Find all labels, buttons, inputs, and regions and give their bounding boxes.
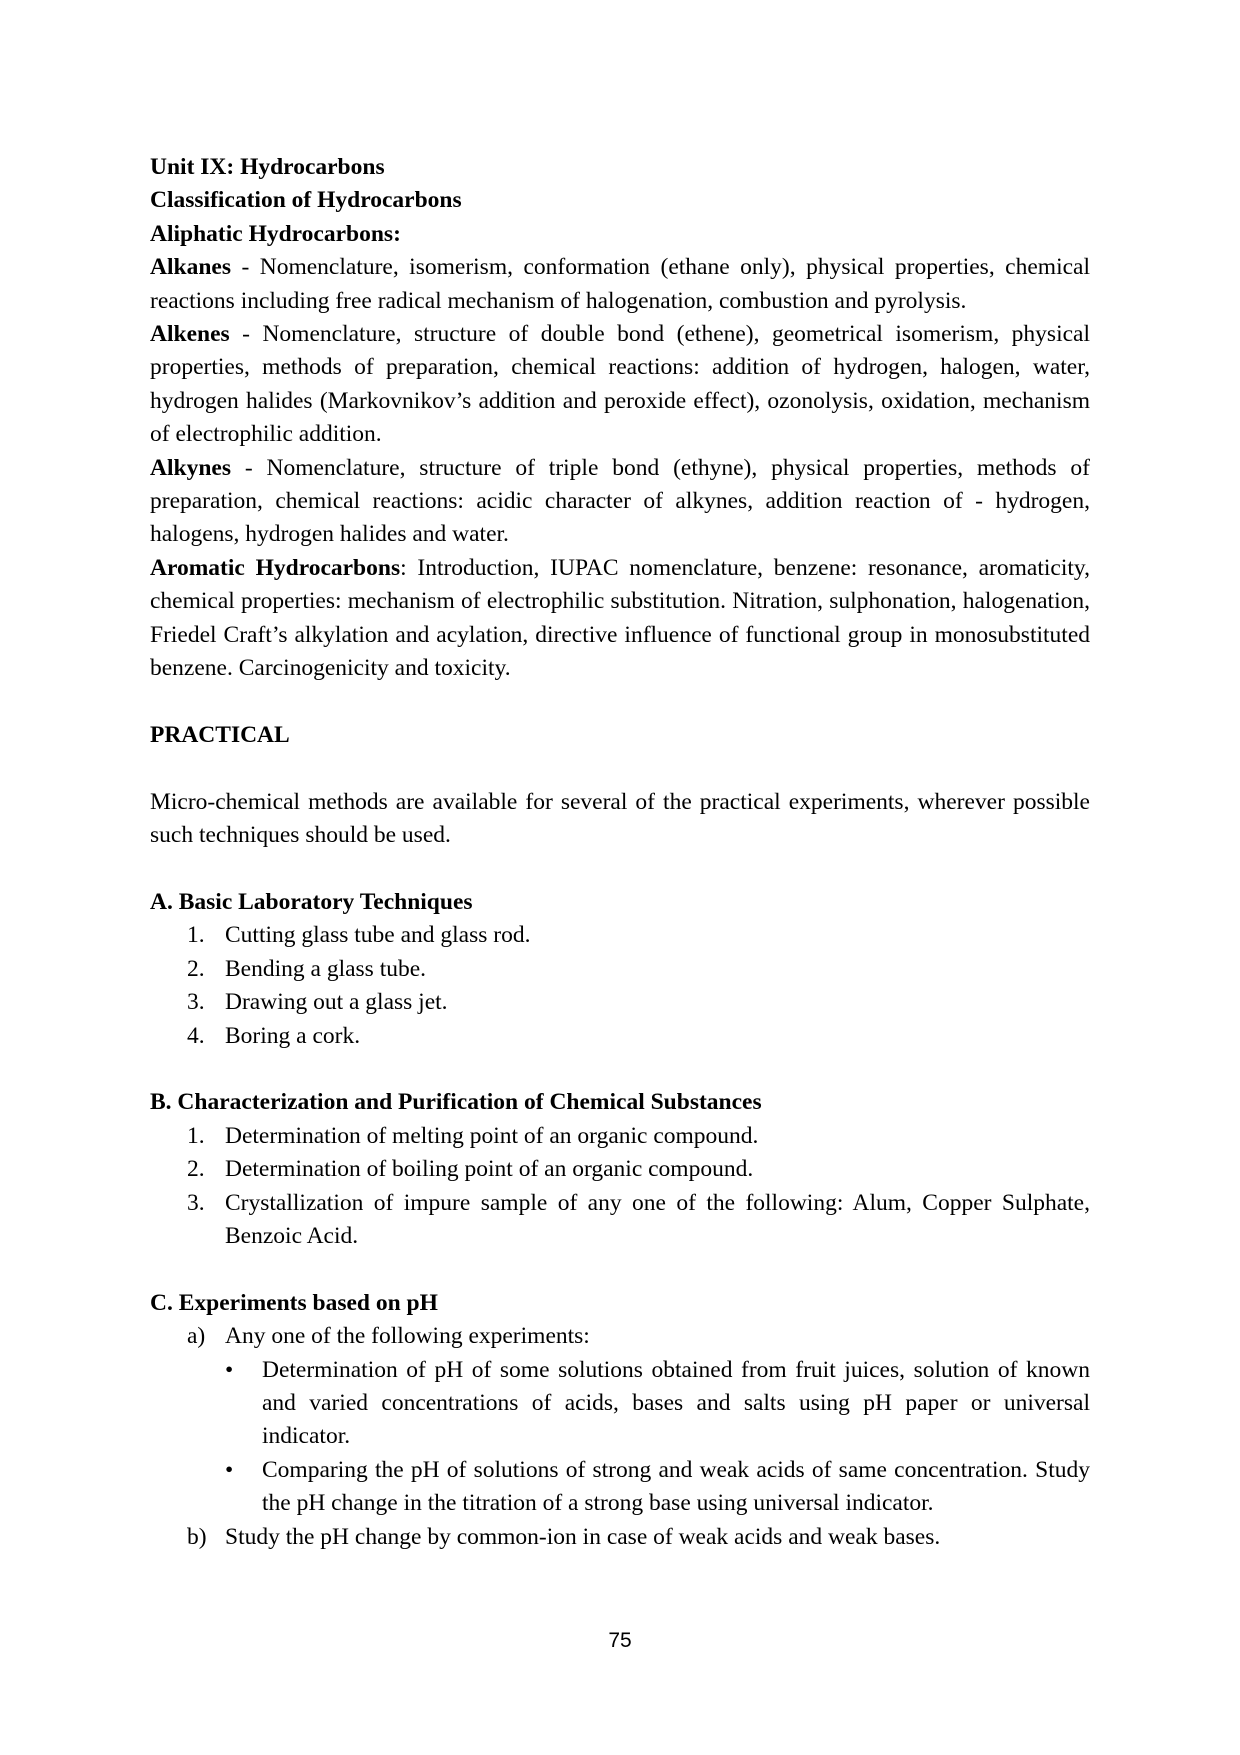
bullet-marker: •: [225, 1456, 234, 1483]
section-c-heading: C. Experiments based on pH: [150, 1289, 438, 1316]
list-item-text: Study the pH change by common-ion in case of weak acids and weak bases.: [225, 1523, 941, 1550]
section-a-heading: A. Basic Laboratory Techniques: [150, 888, 473, 915]
list-item-text: Drawing out a glass jet.: [225, 989, 448, 1016]
list-item: [150, 919, 1090, 952]
page-number: 75: [608, 1629, 632, 1652]
list-marker: 3.: [187, 1189, 205, 1216]
bullet-text: Determination of pH of some solutions obtained from fruit juices, solution of known and varied concentrations of acids, bases and salts using pH paper or universal indicator.: [262, 1356, 1090, 1450]
list-marker: 1.: [187, 1122, 205, 1149]
list-marker: 3.: [187, 989, 205, 1016]
bullet-item: [150, 1454, 1090, 1521]
page-content: [150, 151, 1090, 1554]
list-item-text: Crystallization of impure sample of any one of the following: Alum, Copper Sulphate, Benzoic Acid.: [225, 1189, 1090, 1249]
list-item: [150, 1521, 1090, 1554]
practical-heading: PRACTICAL: [150, 721, 290, 748]
aromatic-paragraph: [150, 552, 1090, 686]
list-item: [150, 1020, 1090, 1053]
practical-intro: Micro-chemical methods are available for several of the practical experiments, wherever possible such techniques should be used.: [150, 788, 1090, 849]
aromatic-text: : Introduction, IUPAC nomenclature, benzene: resonance, aromaticity, chemical properties: mechanism of electrophilic substitution. Nitration, sulphonation, halogenation, Friedel Craft’s alkylation and acylation, directive influence of functional group in monosubstituted benzene. Carcinogenicity and toxicity.: [150, 554, 1090, 682]
alkanes-text: - Nomenclature, isomerism, conformation (ethane only), physical properties, chemical reactions including free radical mechanism of halogenation, combustion and pyrolysis.: [150, 254, 1090, 314]
list-marker: b): [187, 1523, 207, 1550]
list-item: [150, 1320, 1090, 1353]
alkenes-text: - Nomenclature, structure of double bond (ethene), geometrical isomerism, physical properties, methods of preparation, chemical reactions: addition of hydrogen, halogen, water, hydrogen halides (Markovnikov’s addition and peroxide effect), ozonolysis, oxidation, mechanism of electrophilic addition.: [150, 321, 1090, 448]
list-item: [150, 953, 1090, 986]
alkynes-paragraph: [150, 452, 1090, 552]
section-b-list: [150, 1120, 1090, 1254]
section-a-list: [150, 919, 1090, 1053]
list-item-text: Boring a cork.: [225, 1022, 361, 1049]
alkynes-text: - Nomenclature, structure of triple bond (ethyne), physical properties, methods of preparation, chemical reactions: acidic character of alkynes, addition reaction of - hydrogen, halogens, hydrogen halides and water.: [150, 454, 1090, 548]
list-marker: 1.: [187, 922, 205, 949]
list-item-text: Cutting glass tube and glass rod.: [225, 922, 531, 949]
aromatic-term: Aromatic Hydrocarbons: [150, 554, 401, 581]
bullet-text: Comparing the pH of solutions of strong and weak acids of same concentration. Study the pH change in the titration of a strong base using universal indicator.: [262, 1456, 1090, 1517]
section-c-bullets: [150, 1354, 1090, 1521]
list-item: [150, 1153, 1090, 1186]
list-marker: 2.: [187, 1156, 205, 1183]
section-b-heading: B. Characterization and Purification of Chemical Substances: [150, 1089, 762, 1116]
alkenes-term: Alkenes: [150, 321, 230, 348]
alkanes-paragraph: [150, 251, 1090, 318]
section-c-list: [150, 1320, 1090, 1353]
list-item-text: Determination of melting point of an organic compound.: [225, 1122, 759, 1149]
aliphatic-heading: Aliphatic Hydrocarbons:: [150, 220, 401, 247]
list-item: [150, 986, 1090, 1019]
list-marker: 4.: [187, 1022, 205, 1049]
alkynes-term: Alkynes: [150, 454, 231, 481]
list-marker: a): [187, 1323, 206, 1350]
list-item-text: Determination of boiling point of an organic compound.: [225, 1156, 754, 1183]
alkenes-paragraph: [150, 318, 1090, 452]
classification-heading: Classification of Hydrocarbons: [150, 187, 462, 214]
bullet-marker: •: [225, 1356, 234, 1383]
section-c-list-b: [150, 1521, 1090, 1554]
list-item: [150, 1187, 1090, 1254]
list-marker: 2.: [187, 955, 205, 982]
list-item: [150, 1120, 1090, 1153]
alkanes-term: Alkanes: [150, 254, 231, 281]
unit-heading: Unit IX: Hydrocarbons: [150, 154, 385, 180]
bullet-item: [150, 1354, 1090, 1454]
list-item-text: Bending a glass tube.: [225, 955, 427, 982]
list-item-text: Any one of the following experiments:: [225, 1323, 590, 1350]
